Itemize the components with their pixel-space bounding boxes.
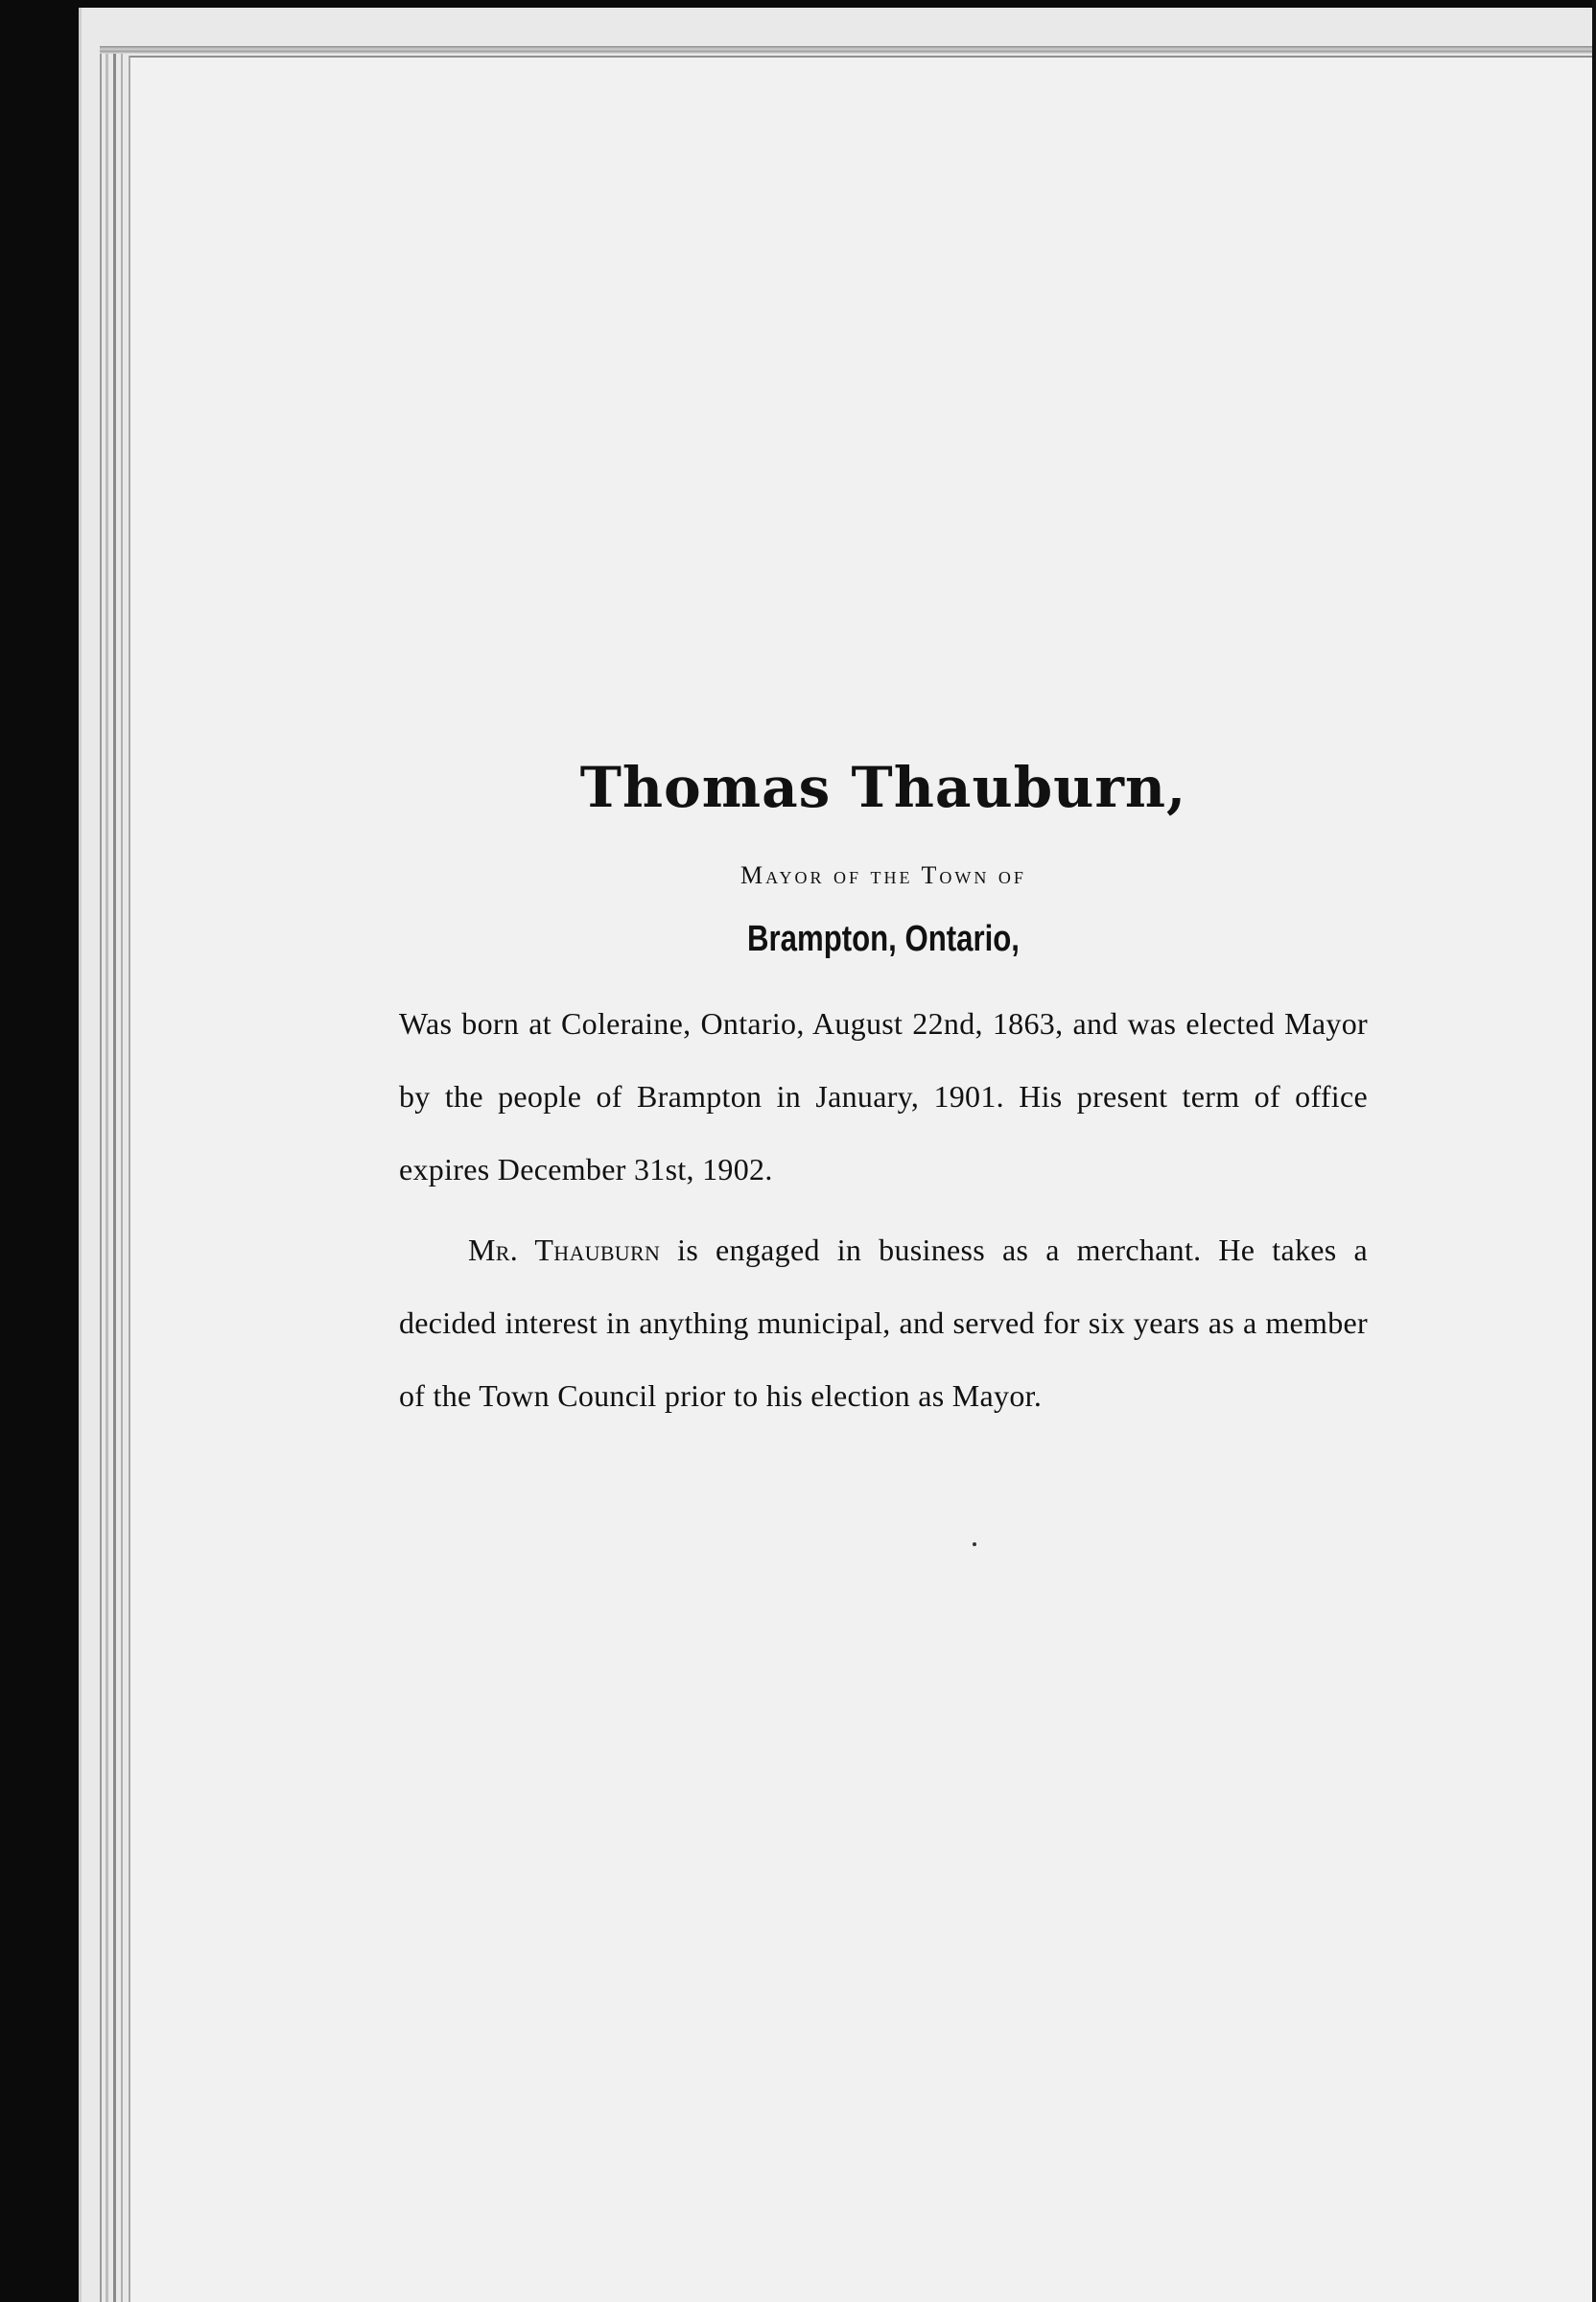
scan-border (1592, 0, 1596, 2302)
page-subtitle: Mayor of the Town of (740, 860, 1026, 889)
page-edge (106, 50, 108, 2302)
page-title: Thomas Thauburn, (579, 755, 1187, 820)
paragraph-business-text: is engaged in business as a merchant. He takes a decided interest in anything municipal, and served for six years as a member of the Town Council prior to his election as Mayor. (399, 1232, 1369, 1413)
ink-speck (973, 1542, 976, 1546)
page-edge (121, 50, 123, 2302)
place-heading: Brampton, Ontario, (747, 918, 1020, 959)
paragraph-biography: Was born at Coleraine, Ontario, August 22nd, 1863, and was elected Mayor by the people of Brampton in January, 1901. His present term of office expires December 31st, 1902. (399, 1005, 1368, 1186)
page-edge (100, 50, 102, 2302)
page-edge (113, 50, 116, 2302)
page-top-edge (100, 46, 1596, 54)
person-name: Mr. Thauburn (468, 1232, 661, 1267)
paragraph-business (399, 1213, 1368, 1432)
text-block (399, 755, 1369, 1432)
